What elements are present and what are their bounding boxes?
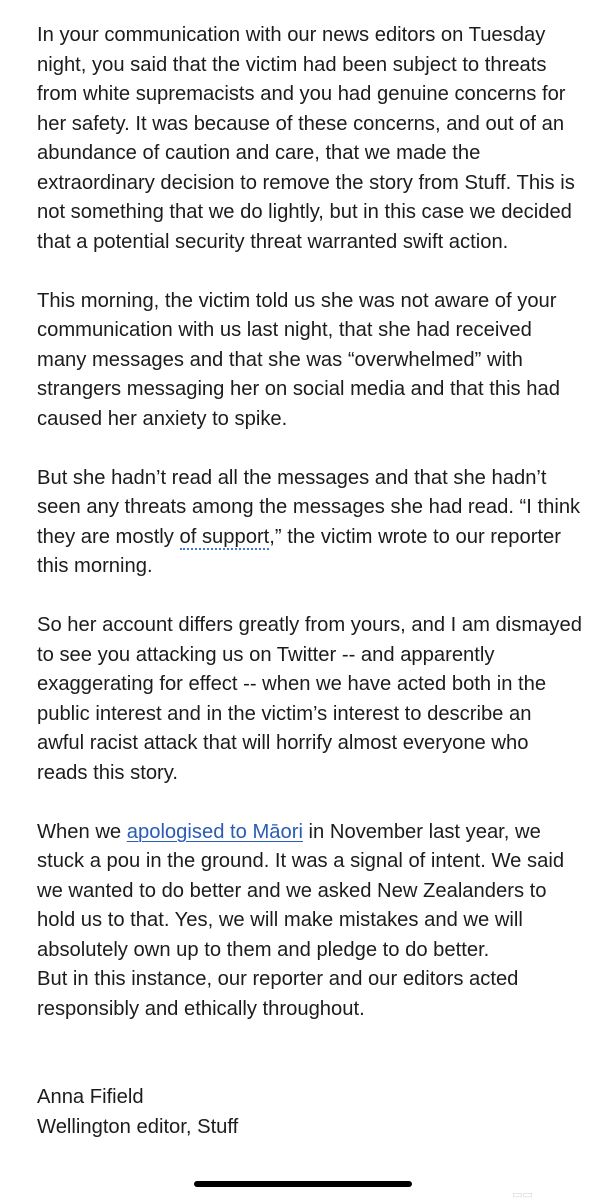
signature-block [37, 1083, 238, 1142]
paragraph-messages-start: But she hadn’t read all the messages and that she hadn’t seen any threats among the messages she had read. “I think they are mostly [37, 466, 581, 548]
paragraph-apology-end: in November last year, we stuck a pou in the ground. It was a signal of intent. We said we wanted to do better and we asked New Zealanders to hold us to that. Yes, we will make mistakes and we will absolutely own up to them and pledge to do better. [37, 820, 565, 961]
corner-watermark-icon: ▭▭ [512, 1190, 533, 1200]
paragraph-apology-start: When we [37, 820, 127, 843]
paragraph-messages [37, 464, 582, 582]
signature-title: Wellington editor, Stuff [37, 1115, 239, 1138]
data-detector-phrase[interactable]: of support [179, 525, 270, 548]
apologised-to-maori-link[interactable]: apologised to Māori [126, 820, 303, 843]
paragraph-apology [37, 818, 582, 966]
paragraph-conclusion: But in this instance, our reporter and our editors acted responsibly and ethically throughout. [37, 968, 519, 1020]
paragraph-communication: In your communication with our news editors on Tuesday night, you said that the victim had been subject to threats from white supremacists and you had genuine concerns for her safety. It was because of these concerns, and out of an abundance of caution and care, that we made the extraordinary decision to remove the story from Stuff. This is not something that we do lightly, but in this case we decided that a potential security threat warranted swift action. [37, 24, 575, 253]
letter-body [37, 21, 582, 1024]
home-indicator[interactable] [194, 1181, 412, 1187]
signature-name: Anna Fifield [37, 1086, 144, 1108]
paragraph-messages-end: ,” the victim wrote to our reporter this morning. [37, 525, 561, 577]
paragraph-victim-response: This morning, the victim told us she was not aware of your communication with us last night, that she had received many messages and that she was “overwhelmed” with strangers messaging her on social media and that this had caused her anxiety to spike. [37, 289, 560, 430]
paragraph-account-differs: So her account differs greatly from yours, and I am dismayed to see you attacking us on Twitter -- and apparently exaggerating for effect -- when we have acted both in the public interest and in the victim’s interest to describe an awful racist attack that will horrify almost everyone who reads this story. [37, 614, 582, 784]
